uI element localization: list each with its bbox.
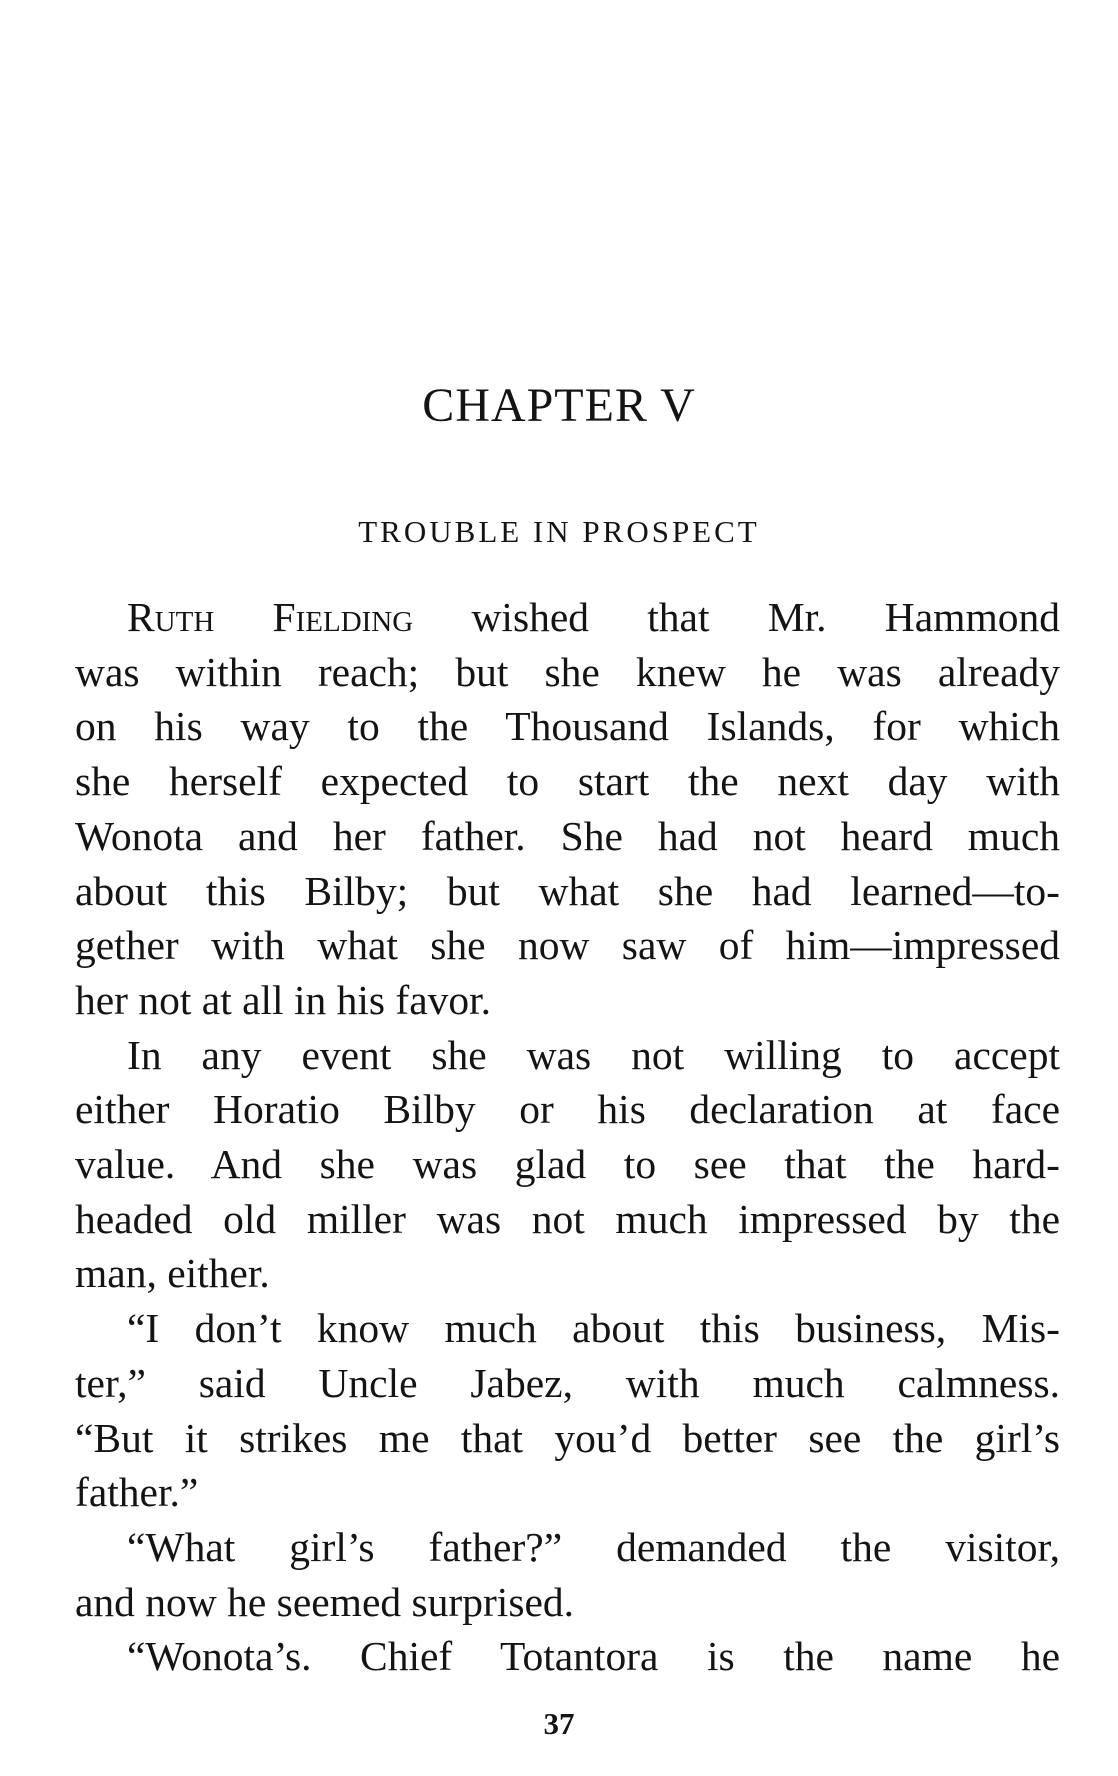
chapter-heading: CHAPTER V [422,379,696,432]
text-line-2: was within reach; but she knew he was already [75,648,1060,695]
text-line-8: her not at all in his favor. [75,976,492,1023]
text-line-5: Wonota and her father. She had not heard much [75,812,1060,859]
text-line-4: she herself expected to start the next day with [75,758,1060,805]
opening-words: Ruth Fielding [127,594,414,640]
text-line-19: and now he seemed surprised. [75,1578,575,1625]
text-line-17: father.” [75,1469,199,1516]
text-line-12: headed old miller was not much impressed by the [75,1195,1060,1242]
text-line-16: “But it strikes me that you’d better see the girl’s [75,1414,1060,1461]
chapter-subtitle: TROUBLE IN PROSPECT [358,514,760,549]
text-line-15: ter,” said Uncle Jabez, with much calmness. [75,1359,1060,1406]
body-text [75,590,1060,1684]
text-line-7: gether with what she now saw of him—impressed [75,922,1060,969]
text-line-1 [75,590,1060,645]
text-line-6: about this Bilby; but what she had learned—to- [75,867,1060,914]
text-line-10: either Horatio Bilby or his declaration at face [75,1086,1060,1133]
text-line-14: “I don’t know much about this business, Mis- [127,1305,1060,1352]
text-line-11: value. And she was glad to see that the hard- [75,1141,1060,1188]
text-line-9: In any event she was not willing to accept [127,1031,1060,1078]
text-line-3: on his way to the Thousand Islands, for which [75,703,1060,750]
text-line-13: man, either. [75,1250,270,1297]
page-number: 37 [543,1706,575,1741]
text-line-20: “Wonota’s. Chief Totantora is the name he [127,1633,1060,1680]
text-line-1-rest: wished that Mr. Hammond [413,594,1060,640]
text-line-18: “What girl’s father?” demanded the visitor, [127,1523,1060,1570]
